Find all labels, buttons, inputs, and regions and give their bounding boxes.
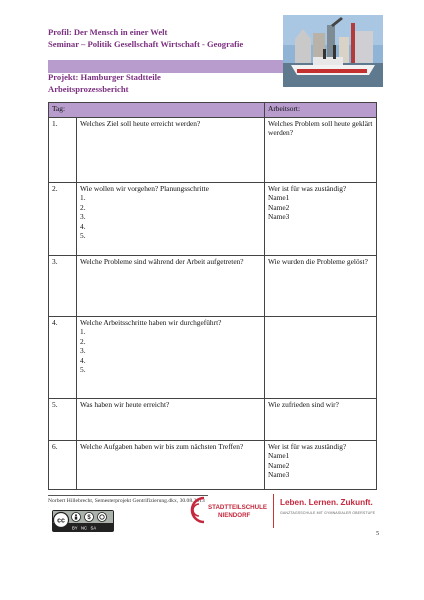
answer-cell xyxy=(265,183,377,256)
question-cell xyxy=(77,256,265,317)
report-subtitle: Arbeitsprozessbericht xyxy=(48,84,129,94)
school-slogan-sub: GANZTAGSSCHULE MIT GYMNASIALER OBERSTUFE xyxy=(280,511,376,515)
question-cell xyxy=(77,118,265,183)
footer-divider xyxy=(48,495,208,496)
project-title: Projekt: Hamburger Stadtteile xyxy=(48,72,161,82)
school-name: STADTTEILSCHULE xyxy=(208,504,268,511)
svg-text:$: $ xyxy=(87,515,91,522)
table-header-row xyxy=(49,103,377,118)
table-row xyxy=(49,441,377,490)
name-item: Name1 xyxy=(268,193,290,203)
row-number: 2. xyxy=(49,183,77,256)
row-number: 4. xyxy=(49,317,77,399)
step-item: 2. xyxy=(80,202,86,212)
cc-flags: BY NC SA xyxy=(72,525,97,531)
question-cell xyxy=(77,399,265,441)
question-cell xyxy=(77,441,265,490)
answer-cell xyxy=(265,441,377,490)
name-item: Name3 xyxy=(268,212,290,222)
day-header: Tag: xyxy=(49,103,265,118)
name-item: Name1 xyxy=(268,451,290,461)
school-logo xyxy=(190,496,270,524)
answer-cell xyxy=(265,118,377,183)
question-text: Was haben wir heute erreicht? xyxy=(80,400,170,409)
table-row xyxy=(49,317,377,399)
row-number: 1. xyxy=(49,118,77,183)
question-text: Welches Ziel soll heute erreicht werden? xyxy=(80,119,201,128)
work-report-table xyxy=(48,102,377,490)
name-item: Name2 xyxy=(268,460,290,470)
question-cell xyxy=(77,317,265,399)
step-item: 1. xyxy=(80,193,86,203)
name-item: Name3 xyxy=(268,470,290,480)
question-text: Welche Aufgaben haben wir bis zum nächsten Treffen? xyxy=(80,442,244,451)
table-row xyxy=(49,256,377,317)
name-item: Name2 xyxy=(268,202,290,212)
creative-commons-license-icon xyxy=(52,510,114,532)
answer-text: Welches Problem soll heute geklärt werden? xyxy=(268,119,373,138)
step-item: 4. xyxy=(80,355,86,365)
page-number: 5 xyxy=(376,530,380,537)
footer-separator xyxy=(273,494,274,528)
seminar-line: Seminar – Politik Gesellschaft Wirtschaft - Geografie xyxy=(48,39,244,49)
step-item: 3. xyxy=(80,346,86,356)
step-item: 3. xyxy=(80,212,86,222)
harbour-photo xyxy=(283,15,383,87)
step-item: 2. xyxy=(80,336,86,346)
answer-cell xyxy=(265,317,377,399)
step-item: 1. xyxy=(80,327,86,337)
question-text: Welche Arbeitsschritte haben wir durchgeführt? xyxy=(80,318,222,327)
workplace-header: Arbeitsort: xyxy=(265,103,377,118)
table-row xyxy=(49,399,377,441)
row-number: 3. xyxy=(49,256,77,317)
step-item: 5. xyxy=(80,365,86,375)
table-row xyxy=(49,118,377,183)
answer-text: Wie zufrieden sind wir? xyxy=(268,400,339,409)
question-cell xyxy=(77,183,265,256)
answer-text: Wer ist für was zuständig? xyxy=(268,184,347,193)
answer-cell xyxy=(265,256,377,317)
question-text: Welche Probleme sind während der Arbeit aufgetreten? xyxy=(80,257,244,266)
footer-author: Norbert Hillebrecht, Semesterprojekt Gentrifizierung.dkx, 30.08.2013 xyxy=(48,498,205,504)
answer-text: Wie wurden die Probleme gelöst? xyxy=(268,257,368,266)
cc-mark: cc xyxy=(57,517,65,525)
table-row xyxy=(49,183,377,256)
answer-cell xyxy=(265,399,377,441)
row-number: 6. xyxy=(49,441,77,490)
step-item: 5. xyxy=(80,231,86,241)
school-place: NIENDORF xyxy=(218,512,251,519)
profile-line: Profil: Der Mensch in einer Welt xyxy=(48,27,168,37)
step-item: 4. xyxy=(80,221,86,231)
school-slogan: Leben. Lernen. Zukunft. xyxy=(280,498,373,507)
row-number: 5. xyxy=(49,399,77,441)
answer-text: Wer ist für was zuständig? xyxy=(268,442,347,451)
question-text: Wie wollen wir vorgehen? Planungsschritte xyxy=(80,184,209,193)
